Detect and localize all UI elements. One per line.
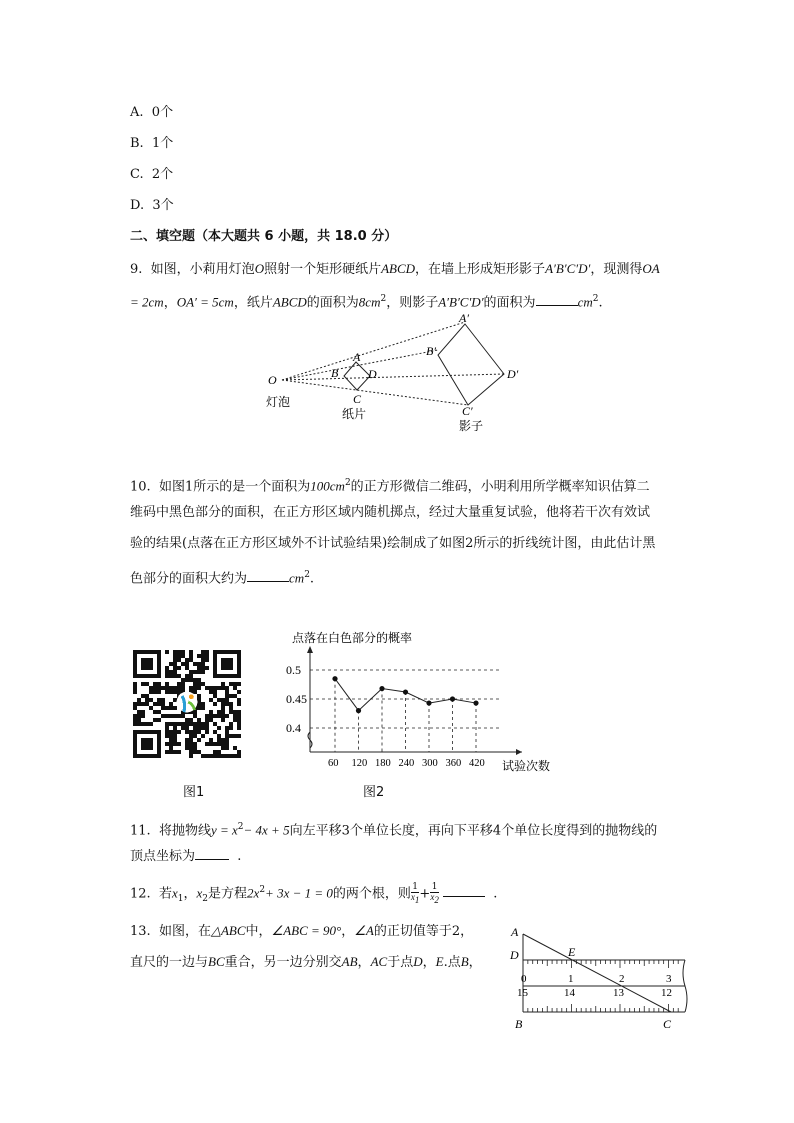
x-tick-label: 60 bbox=[328, 758, 339, 769]
label-A2: A′ bbox=[459, 311, 469, 325]
data-point bbox=[356, 708, 361, 713]
q10-line4: 色部分的面积大约为 $cm^2$. bbox=[130, 570, 315, 587]
chart-xlabel: 试验次数 bbox=[502, 759, 551, 773]
x-tick-label: 240 bbox=[398, 758, 415, 769]
x-tick-label: 420 bbox=[469, 758, 485, 769]
q11-line2: 顶点坐标为 . bbox=[130, 849, 242, 864]
q10-line1: 10. 如图1所示的是一个面积为$100cm^2$的正方形微信二维码，小明利用所学概率知识估算二 bbox=[130, 478, 650, 495]
section-title: 二、填空题（本大题共 6 小题，共 18.0 分） bbox=[130, 229, 398, 244]
label-O: O bbox=[268, 373, 277, 387]
label-A: A bbox=[353, 350, 361, 364]
data-point bbox=[450, 696, 455, 701]
ruler-bottom-2: 13 bbox=[613, 987, 624, 999]
x-tick-label: 360 bbox=[445, 758, 462, 769]
label-E: E bbox=[568, 945, 576, 959]
ruler-bottom-1: 14 bbox=[564, 987, 575, 999]
label-D: D bbox=[368, 367, 377, 381]
option-d: D. 3个 bbox=[130, 198, 174, 213]
label-C2: C′ bbox=[462, 404, 473, 418]
label-C: C bbox=[353, 392, 362, 406]
y-tick-label: 0.4 bbox=[286, 721, 301, 735]
y-axis-arrow bbox=[307, 646, 313, 653]
option-b: B. 1个 bbox=[130, 136, 174, 151]
q13-ruler-figure bbox=[505, 920, 695, 1038]
q10-line2: 维码中黑色部分的面积，在正方形区域内随机掷点，经过大量重复试验，他将若干次有效试 bbox=[130, 505, 651, 520]
q9-line1: 9. 如图，小莉用灯泡O照射一个矩形硬纸片ABCD，在墙上形成矩形影子A′B′C′D′，现测得OA bbox=[130, 261, 660, 277]
y-tick-label: 0.5 bbox=[286, 663, 301, 677]
caption-paper: 纸片 bbox=[342, 407, 367, 421]
q9-answer-blank[interactable] bbox=[536, 293, 578, 306]
option-c: C. 2个 bbox=[130, 167, 174, 182]
q10-answer-blank[interactable] bbox=[247, 569, 289, 582]
q11-answer-blank[interactable] bbox=[195, 847, 229, 860]
q13-line1: 13. 如图，在△ABC中，∠ABC = 90°，∠A的正切值等于2， bbox=[130, 923, 474, 939]
q13-line2: 直尺的一边与BC重合，另一边分别交AB，AC于点D，E.点B， bbox=[130, 954, 482, 970]
ruler-top-3: 3 bbox=[666, 973, 672, 985]
q9-line2: = 2cm，OA′ = 5cm，纸片ABCD的面积为$8cm^2$，则影子A′B′C′D′的面积为 $cm^2$. bbox=[130, 294, 603, 311]
label-D2: D′ bbox=[507, 367, 519, 381]
label-A: A bbox=[511, 925, 519, 939]
label-B2: B′ bbox=[426, 344, 436, 358]
ruler-top-1: 1 bbox=[568, 973, 574, 985]
caption-bulb: 灯泡 bbox=[266, 395, 291, 409]
caption-fig1: 图1 bbox=[183, 785, 205, 800]
ruler-bottom-0: 15 bbox=[517, 987, 528, 999]
ruler-top-0: 0 bbox=[521, 973, 527, 985]
x-tick-label: 180 bbox=[375, 758, 391, 769]
y-tick-label: 0.45 bbox=[286, 692, 307, 706]
label-B: B bbox=[331, 366, 339, 380]
qr-code-image bbox=[133, 650, 241, 758]
q11-line1: 11. 将抛物线$y = x^2- 4x + 5$向左平移3个单位长度，再向下平移4个单位长度得到的抛物线的 bbox=[130, 822, 658, 839]
ruler-bottom-3: 12 bbox=[661, 987, 672, 999]
q10-line3: 验的结果(点落在正方形区域外不计试验结果)绘制成了如图2所示的折线统计图，由此估计黑 bbox=[130, 536, 656, 551]
label-B: B bbox=[515, 1017, 523, 1031]
x-tick-label: 300 bbox=[422, 758, 438, 769]
probability-chart bbox=[286, 628, 570, 778]
caption-fig2: 图2 bbox=[363, 785, 385, 800]
label-C: C bbox=[663, 1017, 672, 1031]
x-axis-arrow bbox=[516, 749, 522, 755]
chart-title: 点落在白色部分的概率 bbox=[292, 631, 413, 645]
option-a: A. 0个 bbox=[130, 105, 174, 120]
q12-answer-blank[interactable] bbox=[443, 884, 485, 897]
data-point bbox=[426, 700, 431, 705]
x-tick-label: 120 bbox=[351, 758, 368, 769]
data-point bbox=[403, 689, 408, 694]
data-point bbox=[379, 686, 384, 691]
q9-figure bbox=[260, 310, 540, 440]
ruler-top-2: 2 bbox=[619, 973, 625, 985]
q12-line: 12. 若$x_1$，$x_2$是方程$2x^2+ 3x - 1 = 0$的两个根，则 $\frac{1}{x_1}$ + $\frac{1}{x_2}$ . bbox=[130, 881, 498, 905]
data-point bbox=[473, 700, 478, 705]
caption-shadow: 影子 bbox=[459, 419, 484, 433]
data-point bbox=[332, 676, 337, 681]
label-D: D bbox=[510, 948, 519, 962]
